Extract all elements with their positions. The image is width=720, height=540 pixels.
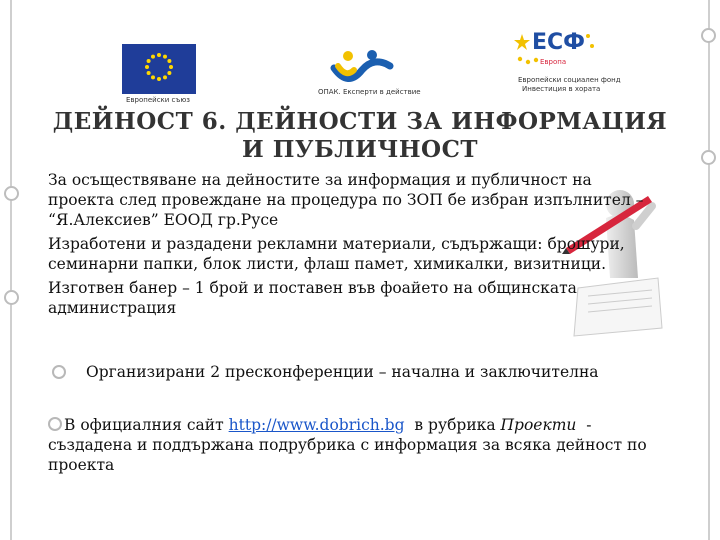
bullet-circle-icon	[48, 417, 62, 431]
rail-circle	[701, 28, 716, 43]
paragraph-materials: Изработени и раздадени рекламни материали, съдържащи: брошури, семинарни папки, блок листи, флаш памет, химикалки, визитници.	[48, 235, 625, 273]
opak-caption: ОПАК. Експерти в действие	[318, 88, 421, 96]
rail-circle	[4, 290, 19, 305]
paragraph-banner: Изготвен банер – 1 брой и поставен във фоайето на общинската администрация	[48, 279, 577, 317]
title-line-2: И ПУБЛИЧНОСТ	[241, 136, 479, 163]
page-title	[0, 108, 720, 164]
left-rail	[10, 0, 12, 540]
bullet-website-prefix: В официалния сайт	[64, 416, 229, 434]
right-rail	[708, 0, 710, 540]
bullet-item	[48, 414, 652, 475]
eu-flag-logo	[122, 44, 196, 94]
esf-title: ЕСФ	[532, 30, 585, 55]
section-name-projects: Проекти	[500, 416, 577, 434]
eu-caption: Европейски съюз	[126, 96, 190, 104]
esf-caption-2: Инвестиция в хората	[522, 85, 601, 93]
bullet-website-suffix: - създадена и поддържана подрубрика с информация за всяка дейност по проекта	[48, 416, 652, 474]
esf-subtitle: Европа	[540, 58, 567, 66]
bullet-circle-icon	[52, 365, 66, 379]
bullet-website-mid: в рубрика	[404, 416, 501, 434]
slide-body	[48, 170, 648, 322]
rail-circle	[4, 186, 19, 201]
esf-caption-1: Европейски социален фонд	[518, 76, 621, 84]
opak-logo	[328, 48, 400, 90]
bullet-press-conferences: Организирани 2 пресконференции – начална и заключителна	[86, 363, 599, 381]
bullet-item	[52, 362, 652, 382]
paragraph-contractor: За осъществяване на дейностите за информация и публичност на проекта след провеждане на процедура по ЗОП бе избран изпълнител – “Я.Алексиев” ЕООД гр.Русе	[48, 171, 644, 229]
title-line-1: ДЕЙНОСТ 6. ДЕЙНОСТИ ЗА ИНФОРМАЦИЯ	[52, 108, 668, 135]
website-link[interactable]: http://www.dobrich.bg	[228, 416, 405, 434]
